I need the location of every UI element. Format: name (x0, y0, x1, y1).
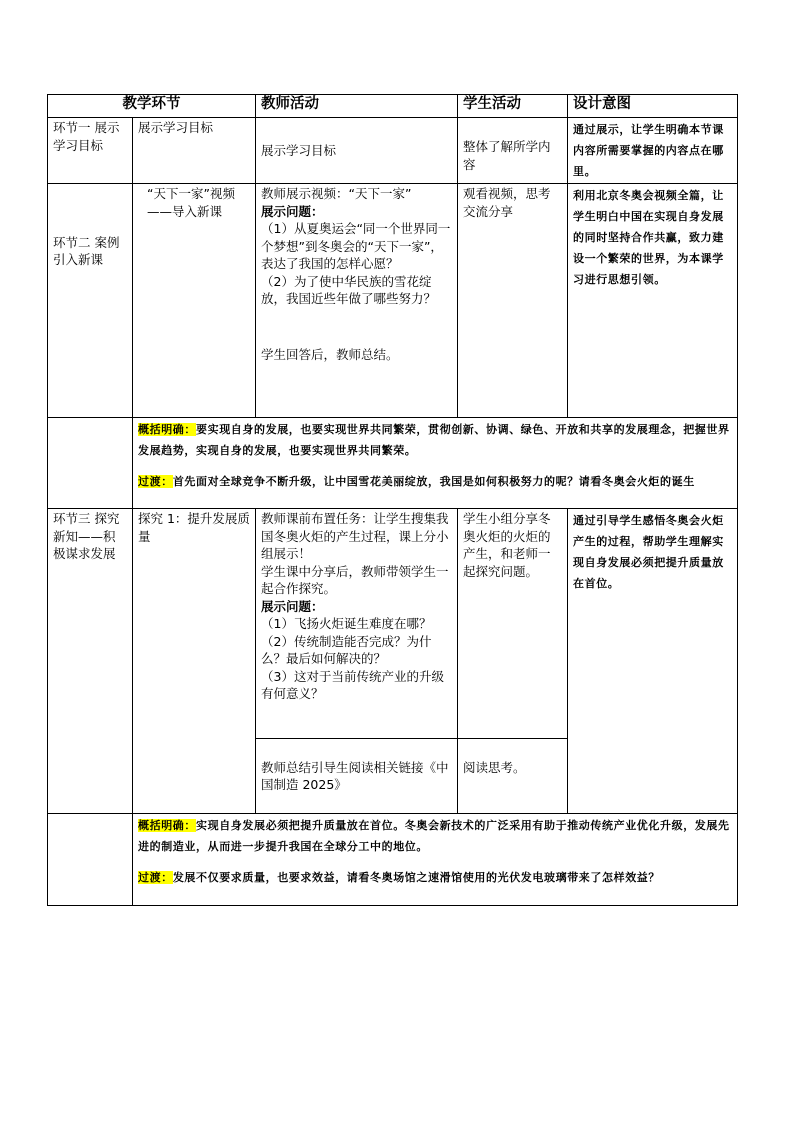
summary-1-transition (138, 471, 732, 492)
stage-2-name: 环节二 案例引入新课 (48, 184, 133, 418)
stage-2-design: 利用北京冬奥会视频全篇，让学生明白中国在实现自身发展的同时坚持合作共赢，致力建设一个繁荣的世界，为本课学习进行思想引领。 (568, 184, 738, 418)
question-2: （2）传统制造能否完成？为什么？最后如何解决的？ (261, 633, 432, 666)
summary-2-transition (138, 867, 732, 888)
conclusion-label: 概括明确： (138, 819, 196, 832)
stage-1-name: 环节一 展示学习目标 (48, 118, 133, 184)
stage-3-teacher-summary: 教师总结引导生阅读相关链接《中国制造 2025》 (256, 739, 458, 814)
stage-1-design: 通过展示，让学生明确本节课内容所需要掌握的内容点在哪里。 (568, 118, 738, 184)
stage-1-teacher: 展示学习目标 (256, 118, 458, 184)
question-2: （2）为了使中华民族的雪花绽放，我国近些年做了哪些努力？ (261, 273, 437, 306)
stage-3-student: 学生小组分享冬奥火炬的火炬的产生，和老师一起探究问题。 (458, 509, 568, 739)
stage-3-name: 环节三 探究新知——积极谋求发展 (48, 509, 133, 814)
question-1: （1）飞扬火炬诞生难度在哪？ (261, 616, 432, 631)
header-row (48, 95, 738, 118)
teacher-task: 教师课前布置任务：让学生搜集我国冬奥火炬的产生过程，课上分小组展示！ (261, 511, 449, 561)
row-summary-1 (48, 418, 738, 509)
summary-2-conclusion (138, 815, 732, 857)
row-summary-2 (48, 814, 738, 906)
question-3: （3）这对于当前传统产业的升级有何意义？ (261, 668, 444, 701)
transition-label: 过渡： (138, 475, 173, 488)
summary-1-stage-spacer (48, 418, 133, 509)
summary-1 (133, 418, 738, 509)
conclusion-label: 概括明确： (138, 423, 196, 436)
transition-label: 过渡： (138, 871, 173, 884)
summary-2-stage-spacer (48, 814, 133, 906)
stage-2-sub: “天下一家”视频——导入新课 (133, 184, 256, 418)
teacher-lead: 学生课中分享后，教师带领学生一起合作探究。 (261, 563, 449, 596)
transition-text: 首先面对全球竞争不断升级，让中国雪花美丽绽放，我国是如何积极努力的呢？请看冬奥会火炬的诞生 (172, 475, 695, 488)
row-stage-3 (48, 509, 738, 739)
stage-3-design: 通过引导学生感悟冬奥会火炬产生的过程，帮助学生理解实现自身发展必须把提升质量放在首位。 (568, 509, 738, 814)
stage-2-student: 观看视频，思考交流分享 (458, 184, 568, 418)
summary-1-conclusion (138, 419, 732, 461)
conclusion-text: 实现自身发展必须把提升质量放在首位。冬奥会新技术的广泛采用有助于推动传统产业优化升级，发展先进的制造业，从而进一步提升我国在全球分工中的地位。 (138, 819, 730, 853)
stage-3-student-read: 阅读思考。 (458, 739, 568, 814)
teacher-conclusion: 学生回答后，教师总结。 (261, 346, 399, 362)
stage-1-sub: 展示学习目标 (133, 118, 256, 184)
row-stage-1 (48, 118, 738, 184)
header-student: 学生活动 (458, 95, 568, 118)
header-design: 设计意图 (568, 95, 738, 118)
stage-3-teacher (256, 509, 458, 739)
question-title: 展示问题： (261, 203, 324, 219)
stage-2-teacher (256, 184, 458, 418)
transition-text: 发展不仅要求质量，也要求效益，请看冬奥场馆之速滑馆使用的光伏发电玻璃带来了怎样效益？ (172, 871, 661, 884)
header-stage: 教学环节 (48, 95, 256, 118)
teacher-intro: 教师展示视频：“天下一家” (261, 186, 412, 201)
conclusion-text: 要实现自身的发展，也要实现世界共同繁荣，贯彻创新、协调、绿色、开放和共享的发展理念，把握世界发展趋势，实现自身的发展，也要实现世界共同繁荣。 (138, 423, 730, 457)
question-1: （1）从夏奥运会“同一个世界同一个梦想”到冬奥会的“天下一家”，表达了我国的怎样心愿？ (261, 221, 451, 271)
row-stage-2 (48, 184, 738, 418)
lesson-plan-table (47, 94, 738, 906)
header-teacher: 教师活动 (256, 95, 458, 118)
summary-2 (133, 814, 738, 906)
stage-3-sub: 探究 1：提升发展质量 (133, 509, 256, 814)
stage-1-student: 整体了解所学内容 (458, 118, 568, 184)
question-title: 展示问题： (261, 598, 324, 614)
